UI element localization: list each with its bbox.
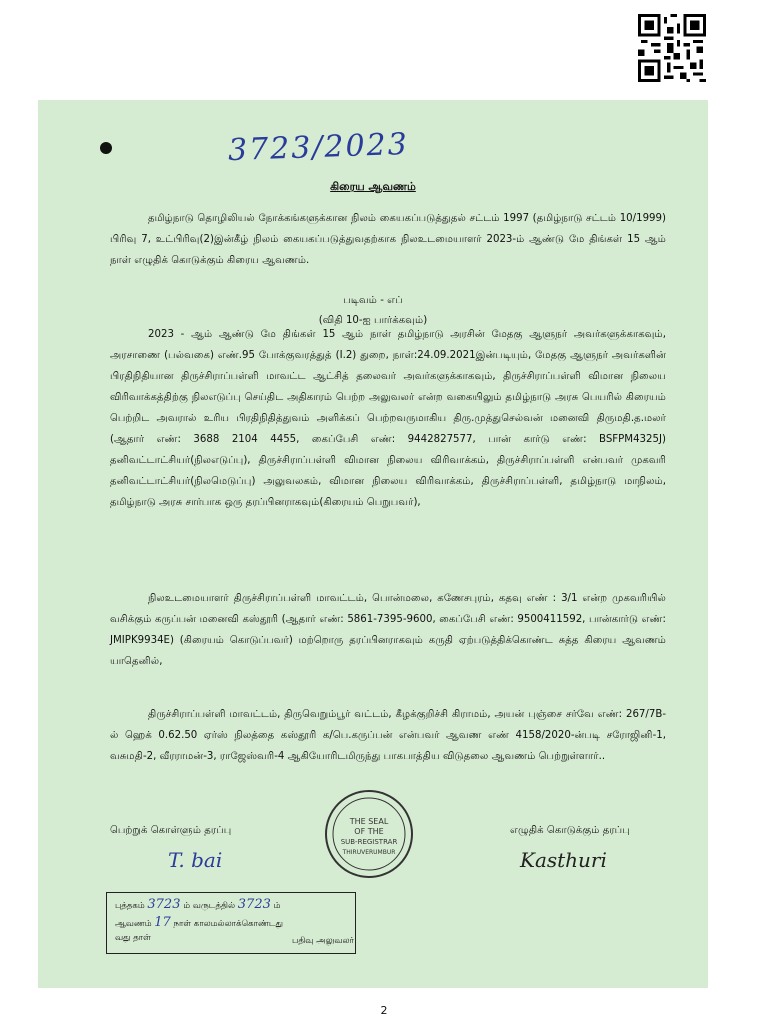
rule-label: (விதி 10-ஐ பார்க்கவும்) <box>318 315 428 326</box>
executing-party-label: எழுதிக் கொடுக்கும் தரப்பு <box>510 825 630 836</box>
stamp-sheet-count: 17 <box>154 915 171 930</box>
stamp-page-label: வது தாள் <box>115 933 151 943</box>
document-sheet <box>38 100 708 988</box>
sub-registrar-seal <box>323 788 415 880</box>
page-number: 2 <box>380 1004 388 1017</box>
stamp-doc-number: 3723 <box>237 897 271 912</box>
stamp-book-number: 3723 <box>147 897 181 912</box>
seller-signature: Kasthuri <box>520 848 607 872</box>
svg-text:THE SEAL: THE SEAL <box>349 817 389 826</box>
svg-text:OF THE: OF THE <box>354 827 384 836</box>
svg-text:SUB-REGISTRAR: SUB-REGISTRAR <box>340 838 398 846</box>
document-number-handwritten: 3723/2023 <box>227 126 410 169</box>
intro-paragraph: தமிழ்நாடு தொழிலியல் நோக்கங்களுக்கான நிலம் கையகப்படுத்துதல் சட்டம் 1997 (தமிழ்நாடு சட்டம் 10/1999) பிரிவு 7, உட்பிரிவு(2)இன்கீழ் நிலம் கையகப்படுத்துவதற்காக நிலஉடமையாளர் 2023-ம் ஆண்டு மே திங்கள் 15 ஆம் நாள் எழுதிக் கொடுக்கும் கிரைய ஆவணம். <box>110 213 666 266</box>
stamp-doc-label: ஆவணம் <box>115 919 152 929</box>
stamp-book-label: புத்தகம் <box>115 901 145 911</box>
document-title: கிரைய ஆவணம் <box>330 180 416 193</box>
ink-dot <box>100 142 112 154</box>
buyer-paragraph: 2023 - ஆம் ஆண்டு மே திங்கள் 15 ஆம் நாள் தமிழ்நாடு அரசின் மேதகு ஆளுநர் அவர்களுக்காகவும், அரசாணை (பல்வகை) எண்.95 போக்குவரத்துத் (I.2) துறை, நாள்:24.09.2021இன்படியும், மேதகு ஆளுநர் அவர்களின் பிரதிநிதியான திருச்சிராப்பள்ளி மாவட்ட ஆட்சித் தலைவர் அவர்களுக்காகவும், திருச்சிராப்பள்ளி விமான நிலைய விரிவாக்கத்திற்கு நிலஎடுப்பு செய்திட அதிகாரம் பெற்ற அலுவலர் என்ற வகையிலும் தமிழ்நாடு அரசு பெயரில் கிரையம் பெற்றிட அவரால் உரிய பிரதிநிதித்துவம் அளிக்கப் பெற்றவருமாகிய திரு.முத்துசெல்வன் மனைவி திருமதி.த.மலர் (ஆதார் எண்: 3688 2104 4455, கைப்பேசி எண்: 9442827577, பான் கார்டு எண்: BSFPM4325J) தனிவட்டாட்சியர்(நிலஎடுப்பு), திருச்சிராப்பள்ளி விமான நிலைய விரிவாக்கம், திருச்சிராப்பள்ளி என்பவர் முகவரி தனிவட்டாட்சியர்(நிலமெடுப்பு) அலுவலகம், விமான நிலைய விரிவாக்கம், திருச்சிராப்பள்ளி, தமிழ்நாடு மாநிலம், தமிழ்நாடு அரசு சார்பாக ஒரு தரப்பினராகவும்(கிரையம் பெறுபவர்), <box>110 329 666 508</box>
form-label: படிவம் - எப் <box>343 295 403 306</box>
svg-text:THIRUVERUMBUR: THIRUVERUMBUR <box>342 849 396 856</box>
property-paragraph: திருச்சிராப்பள்ளி மாவட்டம், திருவெறும்பூர் வட்டம், கீழக்குறிச்சி கிராமம், அயன் புஞ்சை சர்வே எண்: 267/7B-ல் ஹெக் 0.62.50 ஏர்ஸ் நிலத்தை கஸ்தூரி க/பெ.கருப்பன் என்பவர் ஆவண எண் 4158/2020-ன்படி சரோஜினி-1, வசுமதி-2, வீரராமன்-3, ராஜேஸ்வரி-4 ஆகியோரிடமிருந்து பாகபாத்திய விடுதலை ஆவணம் பெற்றுள்ளார்.. <box>110 709 666 762</box>
receiving-party-label: பெற்றுக் கொள்ளும் தரப்பு <box>110 825 232 836</box>
stamp-year-label: ம் வருடத்தில் <box>183 901 236 911</box>
qr-code <box>638 14 706 82</box>
stamp-suffix: ம் <box>273 901 281 911</box>
stamp-sheet-label: நாள் காலமல்லாக்கொண்டது <box>173 919 283 929</box>
seller-paragraph: நிலஉடமையாளர் திருச்சிராப்பள்ளி மாவட்டம், பொன்மலை, கணேசபுரம், கதவு எண் : 3/1 என்ற முகவரியில் வசிக்கும் கருப்பன் மனைவி கஸ்தூரி (ஆதார் எண்: 5861-7395-9600, கைப்பேசி எண்: 9500411592, பான்கார்டு எண்: JMIPK9934E) (கிரையம் கொடுப்பவர்) மற்றொரு தரப்பினராகவும் கருதி ஏற்படுத்திக்கொண்ட சுத்த கிரைய ஆவணம் யாதெனில், <box>110 593 666 667</box>
buyer-signature: T. bai <box>168 848 223 872</box>
registrar-signature-label: பதிவு அலுவலர் <box>292 936 354 946</box>
